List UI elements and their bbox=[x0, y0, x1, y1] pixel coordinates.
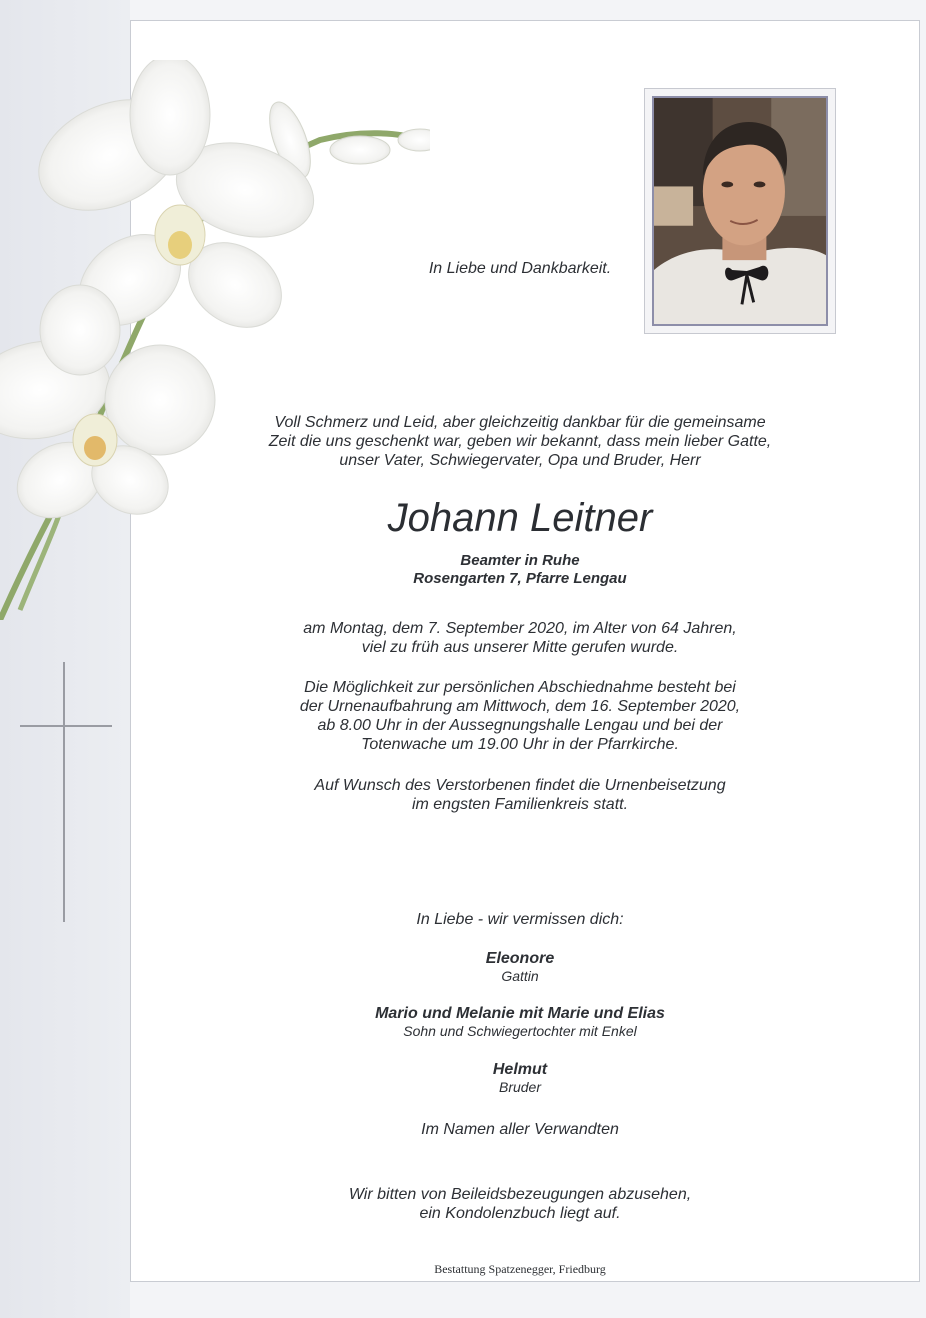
death-notice-text bbox=[250, 619, 790, 657]
family-member bbox=[250, 1004, 790, 1040]
death-notice-line: viel zu früh aus unserer Mitte gerufen wurde. bbox=[361, 639, 679, 656]
family-member-role: Sohn und Schwiegertochter mit Enkel bbox=[403, 1023, 637, 1039]
condolence-line: Wir bitten von Beileidsbezeugungen abzusehen, bbox=[348, 1186, 692, 1203]
intro-text: In Liebe und Dankbarkeit. bbox=[428, 260, 612, 277]
portrait-photo bbox=[652, 96, 828, 326]
family-member bbox=[250, 949, 790, 985]
condolence-line: ein Kondolenzbuch liegt auf. bbox=[419, 1205, 621, 1222]
funeral-home-footer: Bestattung Spatzenegger, Friedburg bbox=[434, 1262, 606, 1276]
farewell-text bbox=[250, 678, 790, 754]
mourning-line: In Liebe - wir vermissen dich: bbox=[416, 911, 624, 928]
announcement-line: unser Vater, Schwiegervater, Opa und Bruder, Herr bbox=[339, 452, 701, 469]
condolence-text bbox=[250, 1185, 790, 1223]
relatives-text: Im Namen aller Verwandten bbox=[421, 1121, 619, 1138]
farewell-line: der Urnenaufbahrung am Mittwoch, dem 16. September 2020, bbox=[299, 698, 741, 715]
family-member-name: Mario und Melanie mit Marie und Elias bbox=[375, 1005, 665, 1022]
family-member-name: Eleonore bbox=[485, 950, 555, 967]
burial-line: im engsten Familienkreis statt. bbox=[411, 796, 629, 813]
farewell-line: Totenwache um 19.00 Uhr in der Pfarrkirche. bbox=[361, 736, 679, 753]
deceased-address: Rosengarten 7, Pfarre Lengau bbox=[413, 570, 627, 587]
family-member bbox=[250, 1060, 790, 1096]
farewell-line: ab 8.00 Uhr in der Aussegnungshalle Lengau und bei der bbox=[317, 717, 723, 734]
cross-icon bbox=[20, 662, 112, 922]
burial-text bbox=[250, 776, 790, 814]
death-notice-line: am Montag, dem 7. September 2020, im Alter von 64 Jahren, bbox=[303, 620, 737, 637]
announcement-line: Voll Schmerz und Leid, aber gleichzeitig dankbar für die gemeinsame bbox=[274, 414, 766, 431]
farewell-line: Die Möglichkeit zur persönlichen Abschiednahme besteht bei bbox=[304, 679, 736, 696]
deceased-details bbox=[250, 552, 790, 588]
deceased-title: Beamter in Ruhe bbox=[460, 552, 580, 569]
announcement-line: Zeit die uns geschenkt war, geben wir bekannt, dass mein lieber Gatte, bbox=[268, 433, 772, 450]
portrait-frame bbox=[644, 88, 836, 334]
announcement-text bbox=[250, 413, 790, 470]
burial-line: Auf Wunsch des Verstorbenen findet die Urnenbeisetzung bbox=[314, 777, 726, 794]
family-member-role: Bruder bbox=[498, 1079, 542, 1095]
family-member-role: Gattin bbox=[501, 968, 539, 984]
deceased-name: Johann Leitner bbox=[387, 496, 653, 540]
family-member-name: Helmut bbox=[492, 1061, 548, 1078]
